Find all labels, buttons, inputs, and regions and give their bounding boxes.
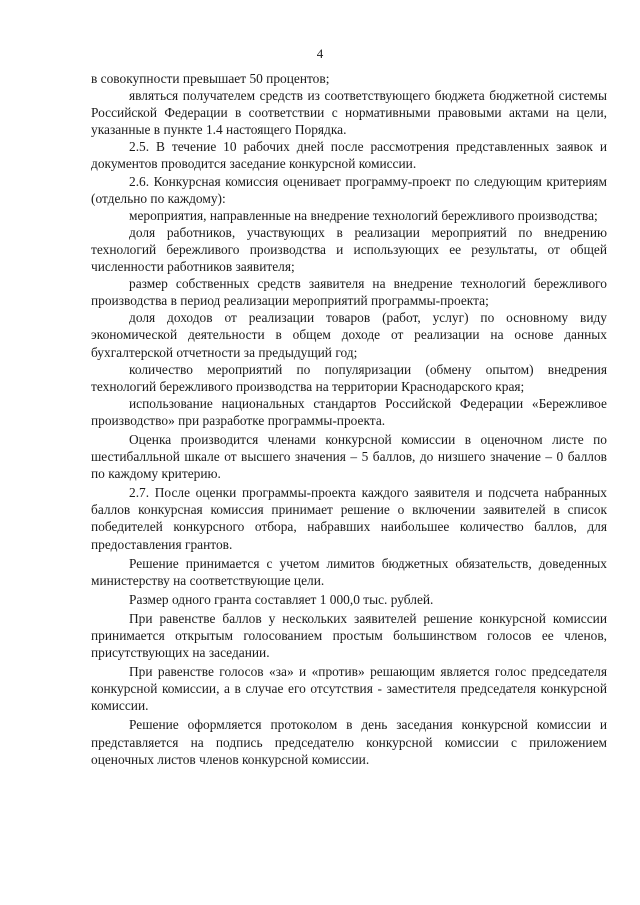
criterion-employee-share: доля работников, участвующих в реализации мероприятий по внедрению технологий бережливого производства и использующих ее результаты, от общей численности работников заявителя; xyxy=(91,224,607,275)
paragraph-protocol: Решение оформляется протоколом в день заседания конкурсной комиссии и представляется на подпись председателю конкурсной комиссии с приложением оценочных листов членов конкурсной комиссии. xyxy=(91,717,607,767)
paragraph-budget-limits: Решение принимается с учетом лимитов бюджетных обязательств, доведенных министерству на соответствующие цели. xyxy=(91,555,607,588)
paragraph-grant-size: Размер одного гранта составляет 1 000,0 тыс. рублей. xyxy=(129,591,434,607)
paragraph-2-5: 2.5. В течение 10 рабочих дней после рассмотрения представленных заявок и документов проводится заседание конкурсной комиссии. xyxy=(91,139,607,172)
criterion-popularization: количество мероприятий по популяризации (обмену опытом) внедрения технологий бережливого производства на территории Краснодарского края; xyxy=(91,361,607,394)
paragraph-equal-votes: При равенстве голосов «за» и «против» решающим является голос председателя конкурсной комиссии, а в случае его отсутствия - заместителя председателя конкурсной комиссии. xyxy=(91,664,607,714)
paragraph-budget-recipient: являться получателем средств из соответствующего бюджета бюджетной системы Российской Федерации в соответствии с нормативными правовыми актами на цели, указанные в пункте 1.4 настоящего Порядка. xyxy=(91,88,607,138)
criterion-measures: мероприятия, направленные на внедрение технологий бережливого производства; xyxy=(129,207,598,223)
page-number: 4 xyxy=(316,46,324,61)
criterion-own-funds: размер собственных средств заявителя на внедрение технологий бережливого производства в период реализации мероприятий программы-проекта; xyxy=(91,276,607,309)
paragraph-continuation: в совокупности превышает 50 процентов; xyxy=(91,71,330,86)
criterion-income-share: доля доходов от реализации товаров (работ, услуг) по основному виду экономической деятельности в общем доходе от реализации на основе данных бухгалтерской отчетности за предыдущий год; xyxy=(91,310,607,360)
paragraph-equal-scores: При равенстве баллов у нескольких заявителей решение конкурсной комиссии принимается открытым голосованием простым большинством голосов ее членов, присутствующих на заседании. xyxy=(91,610,607,661)
paragraph-2-6: 2.6. Конкурсная комиссия оценивает программу-проект по следующим критериям (отдельно по каждому): xyxy=(91,173,607,206)
paragraph-scoring: Оценка производится членами конкурсной комиссии в оценочном листе по шестибалльной шкале от высшего значения – 5 баллов, до низшего значение – 0 баллов по каждому критерию. xyxy=(91,431,607,482)
document-body xyxy=(91,70,607,768)
paragraph-2-7: 2.7. После оценки программы-проекта каждого заявителя и подсчета набранных баллов конкурсная комиссия принимает решение о включении заявителей в список победителей конкурсного отбора, набравших наибольшее количество баллов, для предоставления грантов. xyxy=(91,485,607,552)
criterion-standards: использование национальных стандартов Российской Федерации «Бережливое производство» при разработке программы-проекта. xyxy=(91,395,607,428)
